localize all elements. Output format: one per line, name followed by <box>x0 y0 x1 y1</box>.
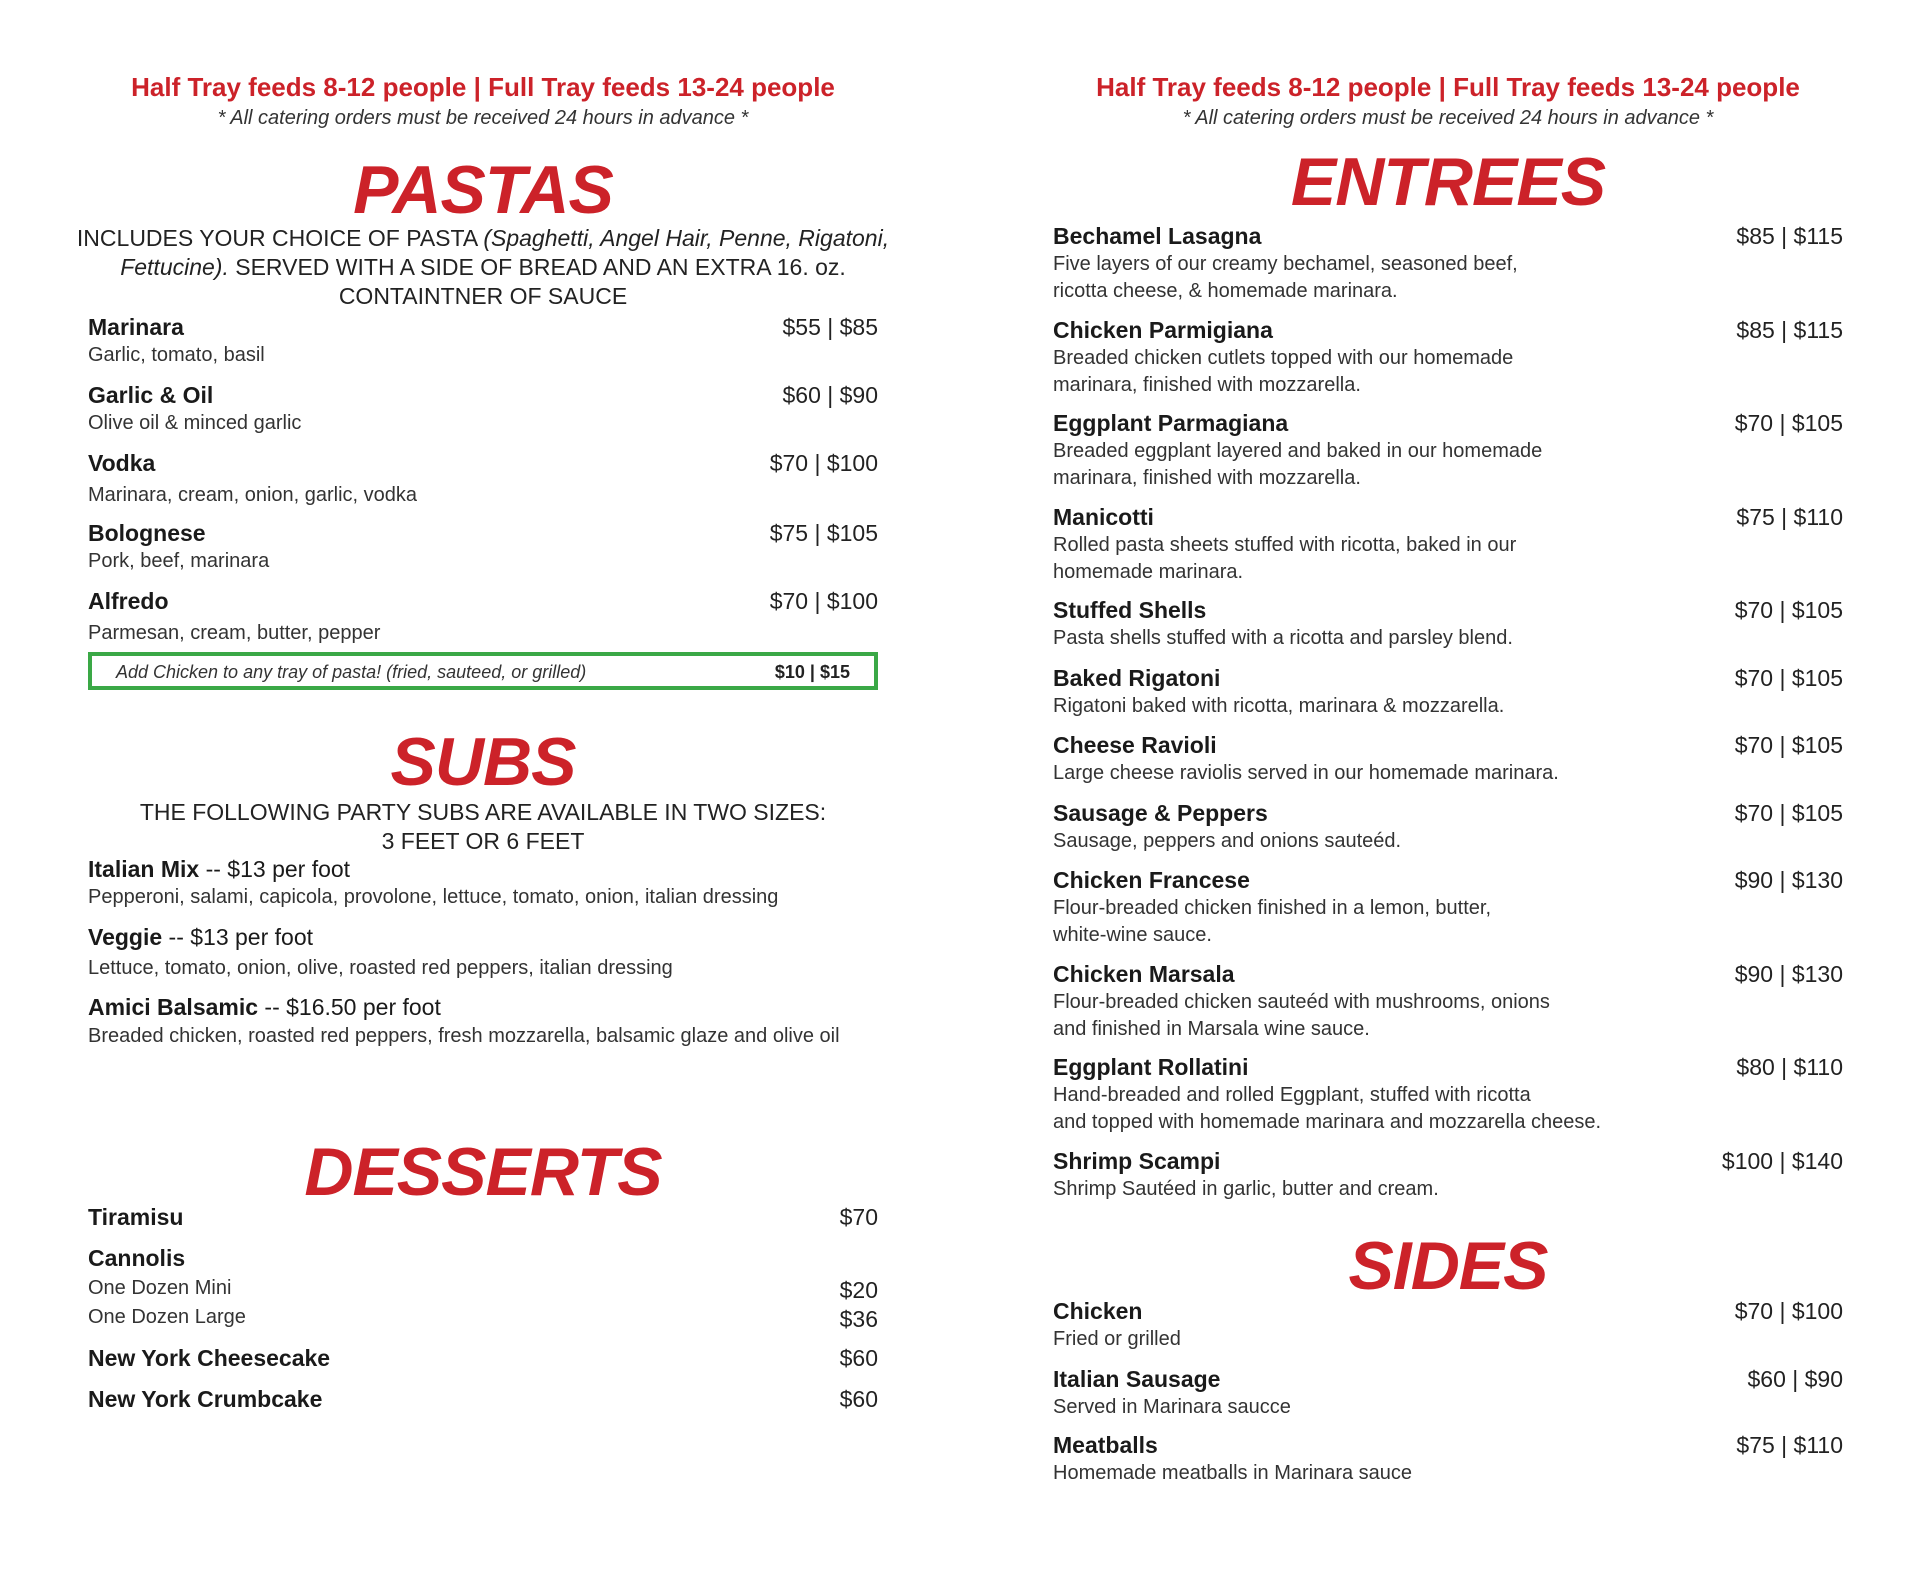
sides-title: SIDES <box>1348 1228 1548 1304</box>
item-price: $60 | $90 <box>1747 1366 1843 1392</box>
item-price: $60 <box>839 1386 878 1412</box>
item-name: Alfredo <box>88 588 169 614</box>
dessert-item-cannolis <box>88 1245 878 1335</box>
item-price: $75 | $110 <box>1736 1432 1843 1458</box>
desserts-title: DESSERTS <box>304 1134 662 1210</box>
item-price: $70 | $105 <box>1734 597 1843 623</box>
pasta-item-vodka <box>88 450 878 508</box>
item-description: Pepperoni, salami, capicola, provolone, lettuce, tomato, onion, italian dressing <box>88 886 779 908</box>
item-name-line <box>88 994 858 1021</box>
item-name: Amici Balsamic <box>88 994 259 1020</box>
item-description: Garlic, tomato, basil <box>88 344 265 366</box>
item-name: Chicken Parmigiana <box>1053 317 1273 343</box>
item-price: $70 | $100 <box>769 588 878 614</box>
item-price: $85 | $115 <box>1736 317 1843 343</box>
item-description-line1: Sausage, peppers and onions sauteéd. <box>1053 830 1402 852</box>
sub-item-veggie <box>88 924 878 981</box>
item-name: Chicken Francese <box>1053 867 1250 893</box>
item-description-line2: marinara, finished with mozzarella. <box>1053 467 1361 489</box>
item-price: $80 | $110 <box>1736 1054 1843 1080</box>
item-price: $70 | $105 <box>1734 800 1843 826</box>
cannoli-option-price: $20 <box>839 1277 878 1303</box>
advance-order-note: * All catering orders must be received 24 hours in advance * <box>1182 107 1714 129</box>
item-price: $75 | $110 <box>1736 504 1843 530</box>
item-description-line2: and finished in Marsala wine sauce. <box>1053 1018 1370 1040</box>
item-name: Chicken <box>1053 1298 1143 1324</box>
item-price: $60 | $90 <box>782 382 878 408</box>
item-name: New York Crumbcake <box>88 1386 323 1412</box>
entree-item-chicken-parmigiana <box>1053 317 1843 398</box>
item-description: Pork, beef, marinara <box>88 550 270 572</box>
item-name: Eggplant Parmagiana <box>1053 410 1289 436</box>
add-chicken-text: Add Chicken to any tray of pasta! (fried, sauteed, or grilled) <box>116 662 587 682</box>
item-name: Bolognese <box>88 520 206 546</box>
item-name: Italian Sausage <box>1053 1366 1221 1392</box>
entree-item-shrimp-scampi <box>1053 1148 1843 1202</box>
item-description-line1: Hand-breaded and rolled Eggplant, stuffed with ricotta <box>1053 1084 1531 1106</box>
item-name: Marinara <box>88 314 184 340</box>
item-description-line2: ricotta cheese, & homemade marinara. <box>1053 280 1398 302</box>
entree-item-baked-rigatoni <box>1053 665 1843 719</box>
item-description-line2: and topped with homemade marinara and mozzarella cheese. <box>1053 1111 1602 1133</box>
side-item-italian-sausage <box>1053 1366 1843 1420</box>
pasta-item-marinara <box>88 314 878 368</box>
item-price: $70 | $100 <box>769 450 878 476</box>
item-description-line1: Rolled pasta sheets stuffed with ricotta, baked in our <box>1053 534 1517 556</box>
item-description: Lettuce, tomato, onion, olive, roasted red peppers, italian dressing <box>88 957 673 979</box>
entree-item-chicken-francese <box>1053 867 1843 948</box>
item-price: $75 | $105 <box>769 520 878 546</box>
item-description-line1: Five layers of our creamy bechamel, seasoned beef, <box>1053 253 1518 275</box>
item-name: Sausage & Peppers <box>1053 800 1268 826</box>
entree-item-stuffed-shells <box>1053 597 1843 651</box>
item-description: Olive oil & minced garlic <box>88 412 302 434</box>
item-description-line1: Breaded eggplant layered and baked in our homemade <box>1053 440 1543 462</box>
item-price: $70 | $105 <box>1734 410 1843 436</box>
item-price: -- $16.50 per foot <box>258 994 441 1020</box>
side-item-chicken <box>1053 1298 1843 1352</box>
entree-item-cheese-ravioli <box>1053 732 1843 786</box>
item-price: $100 | $140 <box>1721 1148 1843 1174</box>
subs-title: SUBS <box>390 724 576 800</box>
item-price: -- $13 per foot <box>162 924 314 950</box>
item-description: Breaded chicken, roasted red peppers, fresh mozzarella, balsamic glaze and olive oil <box>88 1025 840 1047</box>
item-description-line1: Shrimp Sautéed in garlic, butter and cream. <box>1053 1178 1439 1200</box>
subs-intro <box>73 798 893 856</box>
item-description-line1: Rigatoni baked with ricotta, marinara & mozzarella. <box>1053 695 1505 717</box>
item-price: $90 | $130 <box>1734 961 1843 987</box>
cannoli-option-label: One Dozen Mini <box>88 1277 232 1299</box>
item-description-line2: marinara, finished with mozzarella. <box>1053 374 1361 396</box>
item-name: Stuffed Shells <box>1053 597 1207 623</box>
item-name: New York Cheesecake <box>88 1345 331 1371</box>
entree-item-manicotti <box>1053 504 1843 585</box>
item-price: $60 <box>839 1345 878 1371</box>
item-description: Parmesan, cream, butter, pepper <box>88 622 381 644</box>
pastas-title: PASTAS <box>353 152 613 228</box>
item-name: Meatballs <box>1053 1432 1158 1458</box>
subs-intro-line1: THE FOLLOWING PARTY SUBS ARE AVAILABLE IN TWO SIZES: <box>139 799 827 825</box>
pastas-intro-part2: SERVED WITH A SIDE OF BREAD AND AN EXTRA 16. oz. CONTAINTNER OF SAUCE <box>228 254 846 309</box>
item-description-line2: white-wine sauce. <box>1053 924 1212 946</box>
tray-size-note: Half Tray feeds 8-12 people | Full Tray feeds 13-24 people <box>131 72 835 102</box>
item-price: $85 | $115 <box>1736 223 1843 249</box>
pasta-item-garlic-oil <box>88 382 878 436</box>
item-price: $90 | $130 <box>1734 867 1843 893</box>
cannoli-option-label: One Dozen Large <box>88 1306 246 1328</box>
item-description-line1: Pasta shells stuffed with a ricotta and parsley blend. <box>1053 627 1513 649</box>
side-item-meatballs <box>1053 1432 1843 1486</box>
pastas-intro <box>73 224 893 311</box>
item-name: Cannolis <box>88 1245 186 1271</box>
item-name: Chicken Marsala <box>1053 961 1235 987</box>
item-description: Fried or grilled <box>1053 1328 1181 1350</box>
item-description-line1: Breaded chicken cutlets topped with our homemade <box>1053 347 1514 369</box>
item-name: Shrimp Scampi <box>1053 1148 1221 1174</box>
item-price: $70 | $105 <box>1734 732 1843 758</box>
add-chicken-callout <box>88 652 878 690</box>
item-description-line1: Large cheese raviolis served in our homemade marinara. <box>1053 762 1559 784</box>
item-description: Served in Marinara saucce <box>1053 1396 1291 1418</box>
add-chicken-price: $10 | $15 <box>774 662 850 682</box>
item-description-line2: homemade marinara. <box>1053 561 1244 583</box>
item-name: Italian Mix <box>88 856 200 882</box>
item-description: Marinara, cream, onion, garlic, vodka <box>88 484 418 506</box>
entree-item-eggplant-rollatini <box>1053 1054 1843 1135</box>
item-name: Veggie <box>88 924 163 950</box>
entree-item-eggplant-parmagiana <box>1053 410 1843 491</box>
item-name: Cheese Ravioli <box>1053 732 1217 758</box>
cannoli-option-large <box>88 1306 878 1335</box>
entree-item-sausage-peppers <box>1053 800 1843 854</box>
item-price: $70 <box>839 1204 878 1230</box>
item-name: Baked Rigatoni <box>1053 665 1221 691</box>
cannoli-option-price: $36 <box>839 1306 878 1332</box>
pasta-item-bolognese <box>88 520 878 574</box>
pastas-intro-part1: INCLUDES YOUR CHOICE OF PASTA <box>76 225 484 251</box>
entree-item-bechamel-lasagna <box>1053 223 1843 304</box>
item-name-line <box>88 924 878 951</box>
subs-intro-line2: 3 FEET OR 6 FEET <box>381 828 585 854</box>
item-price: $70 | $100 <box>1734 1298 1843 1324</box>
item-name: Manicotti <box>1053 504 1154 530</box>
dessert-item-cheesecake <box>88 1345 878 1372</box>
item-name: Bechamel Lasagna <box>1053 223 1262 249</box>
pastas-intro-italic: (Spaghetti, Angel Hair, Penne, Rigatoni, Fettucine). <box>120 225 890 280</box>
item-name: Eggplant Rollatini <box>1053 1054 1249 1080</box>
item-name: Tiramisu <box>88 1204 184 1230</box>
advance-order-note: * All catering orders must be received 24 hours in advance * <box>217 107 749 129</box>
tray-size-note: Half Tray feeds 8-12 people | Full Tray feeds 13-24 people <box>1096 72 1800 102</box>
sub-item-amici-balsamic <box>88 994 858 1050</box>
dessert-item-crumbcake <box>88 1386 878 1413</box>
entrees-title: ENTREES <box>1290 144 1606 220</box>
cannoli-option-mini <box>88 1277 878 1306</box>
sub-item-italian-mix <box>88 856 878 910</box>
item-description-line1: Flour-breaded chicken finished in a lemon, butter, <box>1053 897 1492 919</box>
item-price: $70 | $105 <box>1734 665 1843 691</box>
entree-item-chicken-marsala <box>1053 961 1843 1042</box>
item-name: Garlic & Oil <box>88 382 214 408</box>
item-name: Vodka <box>88 450 156 476</box>
dessert-item-tiramisu <box>88 1204 878 1231</box>
item-price: $55 | $85 <box>782 314 878 340</box>
pasta-item-alfredo <box>88 588 878 646</box>
item-description: Homemade meatballs in Marinara sauce <box>1053 1462 1413 1484</box>
item-name-line <box>88 856 878 883</box>
item-description-line1: Flour-breaded chicken sauteéd with mushrooms, onions <box>1053 991 1550 1013</box>
item-price: -- $13 per foot <box>199 856 351 882</box>
